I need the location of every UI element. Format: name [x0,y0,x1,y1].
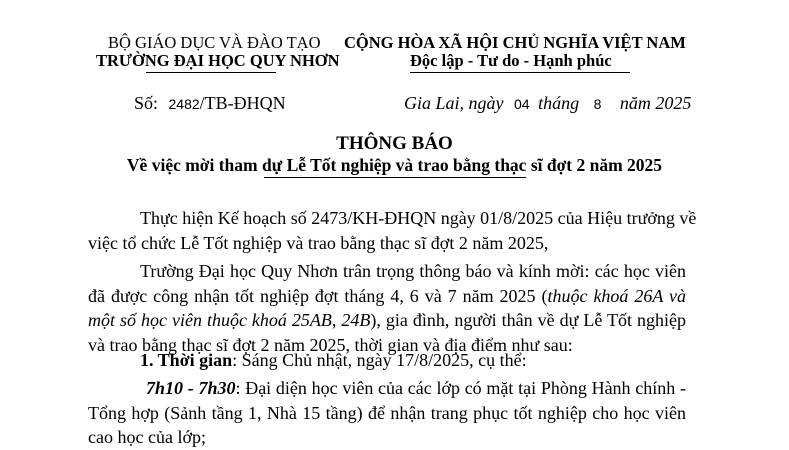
italic-segment: thuộc khoá 26A và [547,285,686,306]
paragraph-invitation [88,259,686,357]
paragraph-line: Trường Đại học Quy Nhơn trân trọng thông báo và kính mời: các học viên [140,261,686,281]
paragraph-plan-reference [88,206,697,255]
section-time [140,350,527,371]
paragraph-line: Thực hiện Kế hoạch số 2473/KH-ĐHQN ngày 01/8/2025 của Hiệu trưởng về [140,208,697,228]
paragraph-line: việc tổ chức Lễ Tốt nghiệp và trao bằng thạc sĩ đợt 2 năm 2025, [88,232,549,253]
text-segment: đã được công nhận tốt nghiệp đợt tháng 4, 6 và 7 năm 2025 ( [88,285,548,306]
date-year: năm 2025 [619,93,692,113]
ministry-name: BỘ GIÁO DỤC VÀ ĐÀO TẠO [108,33,321,52]
paragraph-line: cao học của lớp; [88,427,206,447]
paragraph-line: Tổng hợp (Sảnh tầng 1, Nhà 15 tầng) để nhận trang phục tốt nghiệp cho học viên [88,402,686,423]
section-heading: 1. Thời gian [140,350,233,370]
place-date-label: Gia Lai, ngày [404,93,504,113]
date-day: 04 [514,96,530,112]
paragraph-line [88,284,686,309]
notice-subtitle: Về việc mời tham dự Lễ Tốt nghiệp và trao bằng thạc sĩ đợt 2 năm 2025 [126,155,663,175]
date-month: 8 [593,96,602,112]
number-value: 2482 [168,96,200,112]
subtitle-underline [264,177,526,178]
italic-segment: một số học viên thuộc khoá 25AB, 24B [88,310,371,330]
schedule-time: 7h10 - 7h30 [146,378,236,398]
month-label: tháng [538,93,580,113]
paragraph-line [88,376,686,401]
document-number [134,93,286,114]
number-suffix: /TB-ĐHQN [199,93,286,113]
schedule-item [88,376,686,450]
university-underline [146,72,276,73]
schedule-text: : Đại diện học viên của các lớp có mặt tại Phòng Hành chính - [235,378,686,398]
text-segment: ), gia đình, người thân về dự Lễ Tốt nghiệp [370,310,686,330]
motto-underline [410,72,630,73]
paragraph-line [88,308,686,333]
university-name: TRƯỜNG ĐẠI HỌC QUY NHƠN [96,51,340,70]
number-label: Số: [134,93,159,113]
paragraph-line: và trao bằng thạc sĩ đợt 2 năm 2025, thời gian và địa điểm như sau: [88,334,573,355]
national-motto: Độc lập - Tư do - Hạnh phúc [410,51,612,70]
section-text: : Sáng Chủ nhật, ngày 17/8/2025, cụ thể: [232,350,527,370]
notice-title: THÔNG BÁO [336,133,453,154]
nation-name: CỘNG HÒA XÃ HỘI CHỦ NGHĨA VIỆT NAM [344,33,686,52]
document-date [404,93,691,114]
